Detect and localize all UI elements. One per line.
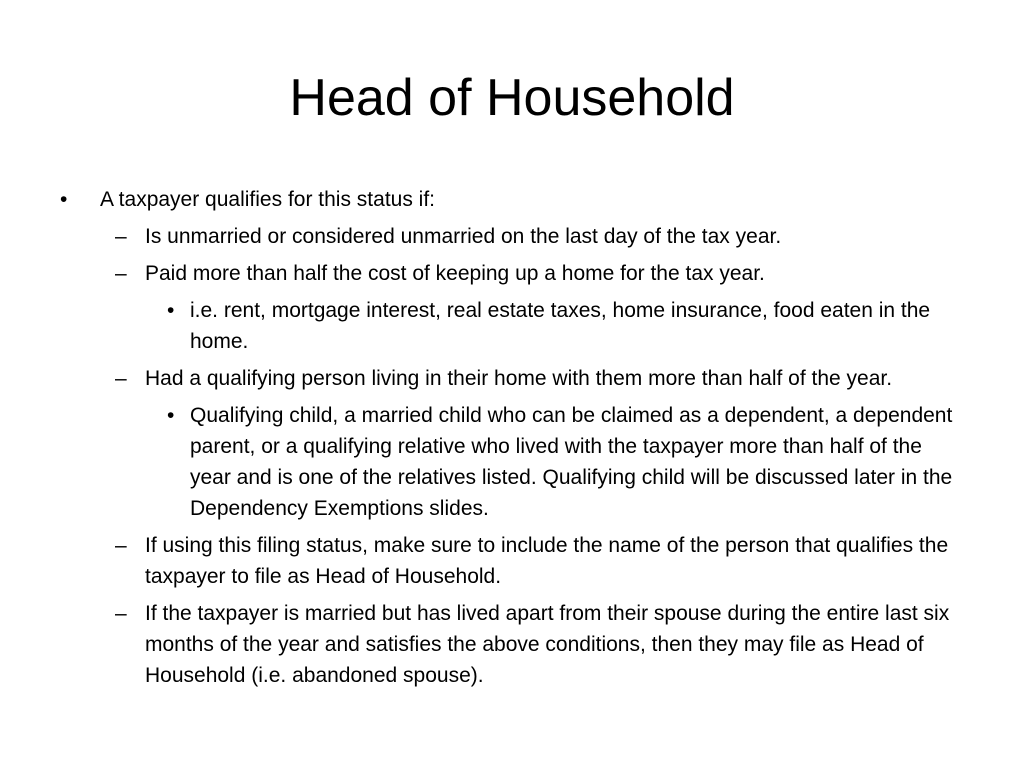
bullet-text: i.e. rent, mortgage interest, real estate taxes, home insurance, food eaten in the home. bbox=[190, 299, 931, 353]
bullet-text: If the taxpayer is married but has lived apart from their spouse during the entire last six months of the year and satisfies the above conditions, then they may file as Head of Household (i.e. abandoned spouse). bbox=[145, 602, 950, 687]
bullet-text: Paid more than half the cost of keeping up a home for the tax year. bbox=[145, 262, 765, 285]
bullet-text: Had a qualifying person living in their home with them more than half of the year. bbox=[145, 367, 893, 390]
bullet-text: Qualifying child, a married child who can be claimed as a dependent, a dependent parent, or a qualifying relative who lived with the taxpayer more than half of the year and is one of the relatives listed. Qualifying child will be discussed later in the Dependency Exemptions slides. bbox=[190, 404, 953, 520]
dash-marker: – bbox=[115, 534, 127, 557]
dash-marker: – bbox=[115, 262, 127, 285]
dash-marker: – bbox=[115, 367, 127, 390]
bullet-text: Is unmarried or considered unmarried on the last day of the tax year. bbox=[145, 225, 782, 248]
subbullet-home-cost bbox=[0, 258, 1024, 289]
bullet-text: If using this filing status, make sure to include the name of the person that qualifies the taxpayer to file as Head of Household. bbox=[145, 534, 949, 588]
dash-marker: – bbox=[115, 225, 127, 248]
subsubbullet-expenses bbox=[0, 295, 1024, 357]
dash-marker: – bbox=[115, 602, 127, 625]
bullet-marker: • bbox=[60, 188, 68, 211]
subbullet-qualifying-person bbox=[0, 363, 1024, 394]
subsubbullet-qualifying-child bbox=[0, 400, 1024, 524]
bullet-qualifies bbox=[0, 184, 1024, 215]
bullet-marker: • bbox=[167, 299, 175, 322]
bullet-marker: • bbox=[167, 404, 175, 427]
subbullet-abandoned-spouse bbox=[0, 598, 1024, 691]
bullet-text: A taxpayer qualifies for this status if: bbox=[100, 188, 435, 211]
subbullet-include-name bbox=[0, 530, 1024, 592]
subbullet-unmarried bbox=[0, 221, 1024, 252]
slide-body bbox=[0, 184, 1024, 697]
slide-title: Head of Household bbox=[289, 69, 735, 127]
